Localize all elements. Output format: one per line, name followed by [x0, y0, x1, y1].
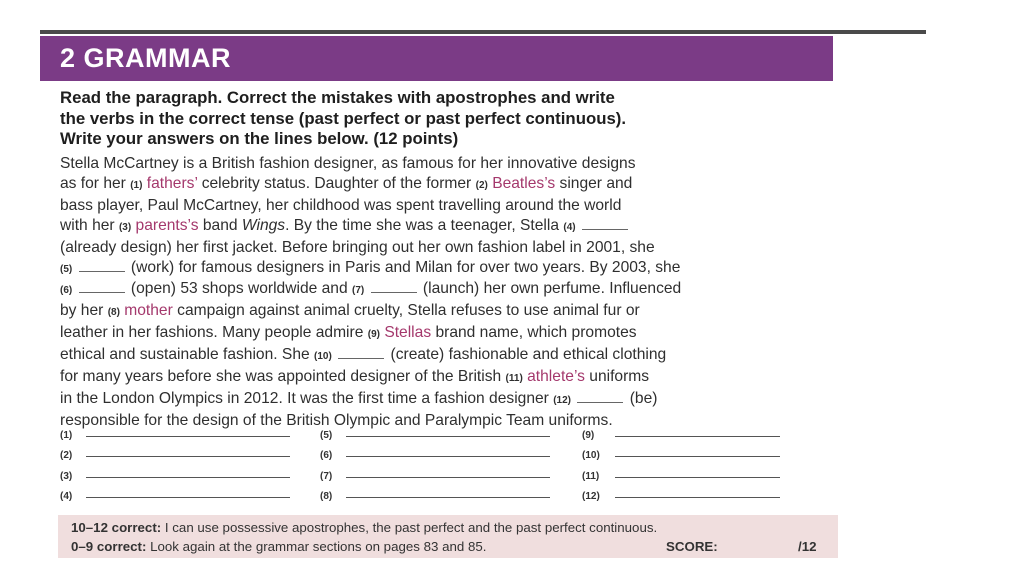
answer-line[interactable]	[86, 476, 290, 478]
answer-blank	[371, 291, 417, 293]
mistake-word: Stellas	[384, 324, 432, 342]
mistake-word: athlete’s	[527, 368, 585, 386]
answer-line[interactable]	[86, 435, 290, 437]
answer-line[interactable]	[346, 455, 550, 457]
answer-line[interactable]	[615, 435, 780, 437]
item-number: (4)	[563, 221, 576, 233]
item-number: (6)	[60, 285, 73, 297]
paragraph-line: responsible for the design of the British Olympic and Paralympic Team uniforms.	[60, 411, 613, 429]
answer-row[interactable]: (3)	[60, 461, 290, 482]
item-number: (2)	[475, 179, 488, 191]
answer-row[interactable]: (7)	[320, 461, 550, 482]
answer-row[interactable]: (4)	[60, 482, 290, 503]
section-header	[40, 36, 833, 81]
self-assessment-box	[58, 515, 838, 558]
item-number: (11)	[505, 373, 523, 385]
instruction-line: Write your answers on the lines below. (12 points)	[60, 129, 459, 148]
assessment-label: 10–12 correct:	[71, 520, 162, 535]
answer-line[interactable]	[615, 496, 780, 498]
item-number: (9)	[367, 329, 380, 341]
paragraph-line: ethical and sustainable fashion. She (10) (create) fashionable and ethical clothing	[60, 346, 667, 364]
answer-row[interactable]: (1)	[60, 420, 290, 441]
answer-column-3	[582, 420, 780, 502]
item-number: (12)	[553, 394, 572, 406]
item-number: (3)	[118, 221, 132, 233]
paragraph-line: leather in her fashions. Many people admire (9) Stellas brand name, which promotes	[60, 324, 637, 342]
instructions	[60, 88, 830, 150]
paragraph-line: Stella McCartney is a British fashion designer, as famous for her innovative designs	[60, 155, 636, 172]
paragraph-line: for many years before she was appointed designer of the British (11) athlete’s uniforms	[60, 368, 650, 386]
answer-line[interactable]	[346, 435, 550, 437]
mistake-word: fathers’	[146, 174, 198, 192]
answer-column-2	[320, 420, 550, 502]
assessment-text: I can use possessive apostrophes, the past perfect and the past perfect continuous.	[164, 520, 658, 535]
paragraph-line: in the London Olympics in 2012. It was the first time a fashion designer (12) (be)	[60, 389, 658, 407]
item-number: (8)	[107, 307, 120, 319]
answer-blank	[79, 291, 125, 293]
item-number: (7)	[351, 285, 365, 297]
answer-blank	[338, 357, 384, 359]
paragraph-line: by her (8) mother campaign against animal cruelty, Stella refuses to use animal fur or	[60, 302, 640, 320]
paragraph-line: with her (3) parents’s band Wings. By the time she was a teenager, Stella (4)	[60, 216, 835, 238]
answer-blank	[79, 270, 125, 272]
mistake-word: parents’s	[135, 216, 199, 234]
mistake-word: mother	[124, 302, 173, 320]
paragraph-line: bass player, Paul McCartney, her childhood was spent travelling around the world	[60, 196, 622, 214]
answer-line[interactable]	[615, 476, 780, 478]
assessment-row	[71, 518, 838, 537]
paragraph-line: (6) (open) 53 shops worldwide and (7) (launch) her own perfume. Influenced	[60, 280, 682, 298]
item-number: (10)	[314, 351, 332, 363]
assessment-label: 0–9 correct:	[71, 539, 147, 554]
answer-line[interactable]	[615, 455, 780, 457]
paragraph-line: as for her (1) fathers’ celebrity status. Daughter of the former (2) Beatles’s singer and	[60, 174, 633, 192]
paragraph-line: (5) (work) for famous designers in Paris and Milan for over two years. By 2003, she	[60, 258, 681, 276]
answer-blank	[582, 228, 628, 230]
answer-row[interactable]: (6)	[320, 441, 550, 462]
paragraph-line: (already design) her first jacket. Before bringing out her own fashion label in 2001, she	[60, 238, 655, 256]
answer-row[interactable]: (9)	[582, 420, 780, 441]
item-number: (5)	[60, 263, 73, 275]
answer-row[interactable]: (12)	[582, 482, 780, 503]
assessment-text: Look again at the grammar sections on pages 83 and 85.	[150, 539, 487, 554]
answer-column-1	[60, 420, 290, 502]
assessment-row	[71, 537, 838, 556]
answer-row[interactable]: (2)	[60, 441, 290, 462]
answer-row[interactable]: (10)	[582, 441, 780, 462]
mistake-word: Beatles’s	[492, 174, 556, 192]
answer-row[interactable]: (11)	[582, 461, 780, 482]
answer-line[interactable]	[86, 496, 290, 498]
instruction-line: the verbs in the correct tense (past perfect or past perfect continuous).	[60, 108, 627, 128]
answer-line[interactable]	[346, 476, 550, 478]
instruction-line: Read the paragraph. Correct the mistakes with apostrophes and write	[60, 88, 615, 107]
top-divider	[40, 30, 926, 34]
answer-row[interactable]: (8)	[320, 482, 550, 503]
answer-row[interactable]: (5)	[320, 420, 550, 441]
section-title: 2 GRAMMAR	[60, 43, 231, 73]
answer-line[interactable]	[346, 496, 550, 498]
item-number: (1)	[130, 179, 143, 191]
answer-blank	[577, 401, 623, 403]
score-total: /12	[798, 539, 817, 554]
score-label: SCORE:	[666, 539, 718, 554]
answer-lines	[60, 420, 820, 500]
exercise-paragraph	[60, 154, 835, 431]
answer-line[interactable]	[86, 455, 290, 457]
